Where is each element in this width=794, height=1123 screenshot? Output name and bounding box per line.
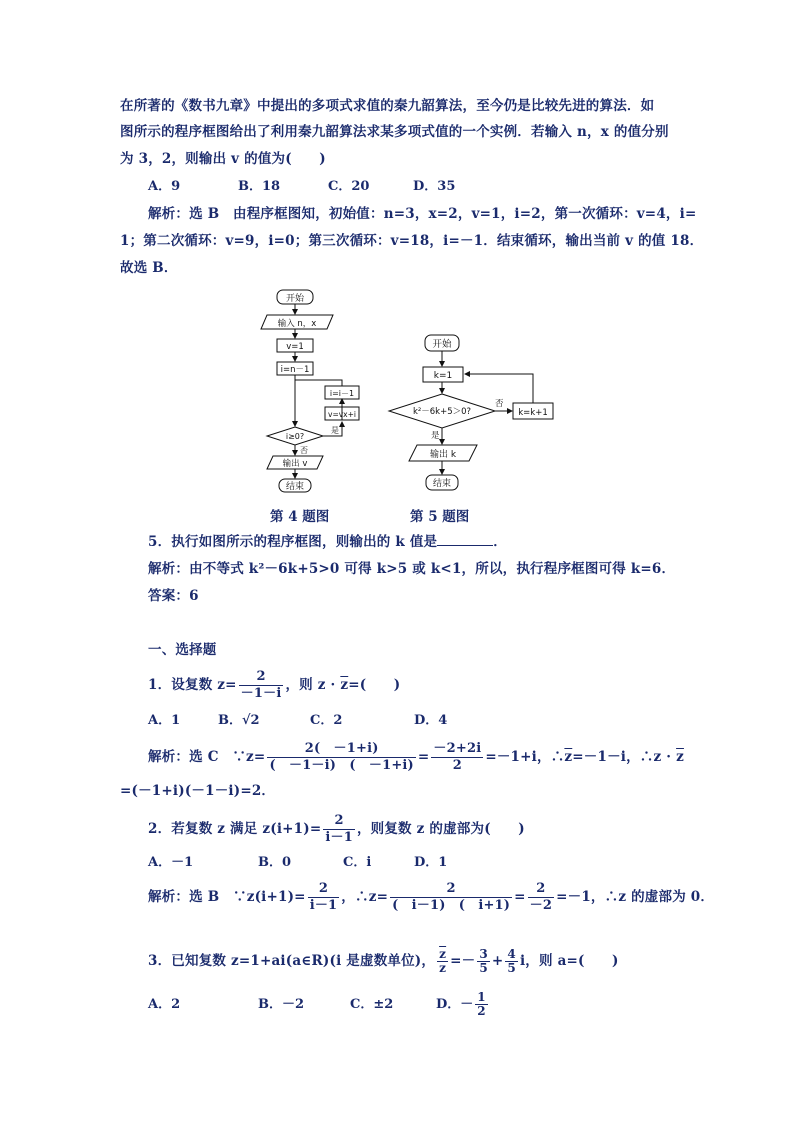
c1-analysis-line-2: =(－1+i)(－1－i)=2． xyxy=(120,783,276,799)
c2-ana-fraction-2 xyxy=(390,881,512,914)
q4-analysis-line-3: 故选 B． xyxy=(120,260,178,276)
c3-stem-c: + xyxy=(491,953,504,969)
c2-frac-den: i－1 xyxy=(325,830,353,845)
c3-stem-fraction-1 xyxy=(437,948,448,975)
intro-line-3: 为 3，2，则输出 v 的值为( ) xyxy=(120,151,326,167)
c3-option-d-fraction xyxy=(475,991,487,1018)
c2-ana-fraction-1 xyxy=(308,881,340,914)
c2-ana-a: 解析：选 B ∵z(i+1)= xyxy=(148,889,306,905)
q5-answer-blank xyxy=(437,533,493,546)
flow4-yes-label: 是 xyxy=(331,426,339,435)
c3-stem-fraction-3 xyxy=(505,948,518,975)
flow4-start-label: 开始 xyxy=(285,294,305,304)
c1-ana-fraction-1 xyxy=(267,741,415,774)
c3-opt-d-den: 2 xyxy=(477,1004,486,1018)
c1-option-b: B．√2 xyxy=(218,713,260,728)
q5-stem xyxy=(148,533,507,551)
c1-ana-f1-num: 2( －1+i) xyxy=(267,741,415,758)
c1-option-a: A．1 xyxy=(148,713,181,728)
q5-stem-end: ． xyxy=(493,534,507,550)
intro-line-2: 图所示的程序框图给出了利用秦九韶算法求某多项式值的一个实例．若输入 n，x 的值分别 xyxy=(120,124,669,140)
c3-f3-den: 5 xyxy=(507,961,516,975)
c3-option-d xyxy=(436,988,490,1022)
flow5-k1-label: k=1 xyxy=(433,371,453,381)
c1-stem-b: ，则 z · xyxy=(285,677,341,693)
q4-option-c: C．20 xyxy=(328,179,370,194)
c3-stem-d: i，则 a=( ) xyxy=(519,953,619,969)
flow5-caption: 第 5 题图 xyxy=(410,509,470,525)
c3-frac-num: $\overline{z}$ xyxy=(439,947,447,961)
flowchart-q4 xyxy=(255,285,375,495)
q5-answer: 答案：6 xyxy=(148,588,199,604)
c1-option-c: C．2 xyxy=(310,713,343,728)
flow4-no-label: 否 xyxy=(300,446,308,455)
c2-stem xyxy=(148,812,525,846)
flow4-vupd-label: v=vx+i xyxy=(328,410,356,419)
q4-analysis-line-1: 解析：选 B 由程序框图知，初始值：n=3，x=2，v=1，i=2，第一次循环：v=4，i= xyxy=(148,206,697,222)
flow4-i1-label: i=n－1 xyxy=(280,365,310,375)
c1-stem-a: 1．设复数 z= xyxy=(148,677,237,693)
c2-stem-fraction xyxy=(323,813,355,846)
c2-stem-b: ，则复数 z 的虚部为( ) xyxy=(356,821,525,837)
flow5-output-label: 输出 k xyxy=(429,450,457,460)
q5-stem-text: 5．执行如图所示的程序框图，则输出的 k 值是 xyxy=(148,534,438,550)
c2-ana-f1-num: 2 xyxy=(308,881,340,898)
c1-ana-fraction-2 xyxy=(431,741,483,774)
flow4-caption: 第 4 题图 xyxy=(270,509,330,525)
q4-option-d: D．35 xyxy=(413,179,456,194)
flow5-start-label: 开始 xyxy=(432,339,452,350)
c3-opt-d-num: 1 xyxy=(477,990,486,1004)
c2-option-c: C．i xyxy=(343,855,372,870)
c2-ana-b: ，∴z= xyxy=(341,889,389,905)
c1-stem-conj-z: $\overline{z}$ xyxy=(340,677,349,693)
q5-analysis: 解析：由不等式 k²－6k+5>0 可得 k>5 或 k<1，所以，执行程序框图可得 k=6． xyxy=(148,561,676,577)
c2-ana-c: = xyxy=(514,889,526,905)
flow4-cond-label: i≥0? xyxy=(285,432,305,441)
flow5-cond-label: k²－6k+5＞0? xyxy=(412,407,472,417)
c2-ana-f2-den: ( i－1) ( i+1) xyxy=(392,898,511,913)
c2-stem-a: 2．若复数 z 满足 z(i+1)= xyxy=(148,821,322,837)
q4-analysis-line-2: 1；第二次循环：v=9，i=0；第三次循环：v=18，i=－1．结束循环，输出当前 v 的值 18． xyxy=(120,233,704,249)
c3-f3-num: 4 xyxy=(507,947,516,961)
intro-line-1: 在所著的《数书九章》中提出的多项式求值的秦九韶算法，至今仍是比较先进的算法．如 xyxy=(120,98,655,114)
c2-option-d: D．1 xyxy=(414,855,448,870)
c1-ana-b: = xyxy=(417,749,430,765)
c1-analysis-line-1 xyxy=(148,740,684,774)
c1-ana-conj-z: $\overline{z}$ xyxy=(564,749,573,765)
flowchart-q5 xyxy=(385,330,565,495)
c3-stem-fraction-2 xyxy=(477,948,490,975)
q4-option-a: A．9 xyxy=(148,179,181,194)
flow4-input-label: 输入 n，x xyxy=(277,319,317,329)
c2-analysis xyxy=(148,880,714,914)
c1-ana-f1-den: ( －1－i) ( －1+i) xyxy=(269,758,414,773)
c3-f2-den: 5 xyxy=(479,961,488,975)
c3-option-d-label: D．－ xyxy=(436,997,474,1012)
c2-ana-d: =－1，∴z 的虚部为 0． xyxy=(556,889,715,905)
c1-stem-fraction xyxy=(239,669,284,702)
c1-ana-c: =－1+i，∴ xyxy=(485,749,565,765)
c1-ana-f2-den: 2 xyxy=(452,758,462,773)
c3-frac-den: z xyxy=(439,961,447,975)
c2-ana-f1-den: i－1 xyxy=(309,898,338,913)
flow5-end-label: 结束 xyxy=(432,479,452,489)
c1-stem-c: =( ) xyxy=(348,677,401,693)
c1-option-d: D．4 xyxy=(414,713,448,728)
c3-stem-b: =－ xyxy=(450,953,476,969)
c1-ana-f2-num: －2+2i xyxy=(433,741,482,756)
section-title: 一、选择题 xyxy=(148,642,217,658)
flow4-output-label: 输出 v xyxy=(282,459,308,469)
c1-ana-a: 解析：选 C ∵z= xyxy=(148,749,266,765)
c3-option-a: A．2 xyxy=(148,997,181,1012)
c3-option-c: C．±2 xyxy=(350,997,394,1012)
c1-frac-num: 2 xyxy=(239,669,284,686)
flow4-idec-label: i=i－1 xyxy=(329,389,355,398)
c1-stem xyxy=(148,668,400,702)
c2-ana-f2-num: 2 xyxy=(390,881,512,898)
c3-stem xyxy=(148,942,619,980)
q4-option-b: B．18 xyxy=(238,179,281,194)
c3-stem-a: 3．已知复数 z=1+ai(a∈R)(i 是虚数单位)， xyxy=(148,953,436,969)
c2-ana-f3-num: 2 xyxy=(528,881,554,898)
flow5-kinc-label: k=k+1 xyxy=(518,408,548,418)
c2-ana-f3-den: －2 xyxy=(529,898,553,913)
c2-option-a: A．－1 xyxy=(148,855,194,870)
flow4-v1-label: v=1 xyxy=(286,342,304,352)
c1-ana-d: =－1－i，∴z · xyxy=(572,749,677,765)
c3-f2-num: 3 xyxy=(479,947,488,961)
flow5-yes-label: 是 xyxy=(431,431,440,441)
flow4-end-label: 结束 xyxy=(285,482,305,492)
c2-ana-fraction-3 xyxy=(528,881,554,914)
c1-ana-conj-z-2: $\overline{z}$ xyxy=(676,749,684,765)
c3-option-b: B．－2 xyxy=(258,997,305,1012)
c2-option-b: B．0 xyxy=(258,855,292,870)
flow5-no-label: 否 xyxy=(495,399,504,409)
c1-frac-den: －1－i xyxy=(240,686,282,701)
c2-frac-num: 2 xyxy=(323,813,355,830)
